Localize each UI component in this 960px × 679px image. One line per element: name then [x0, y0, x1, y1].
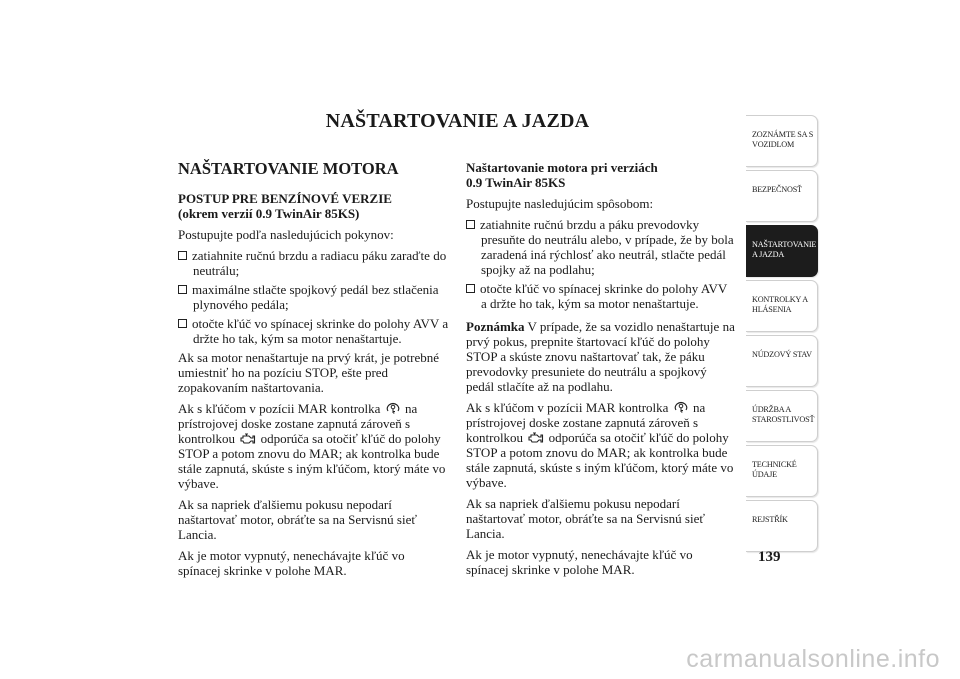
tab-technical-data[interactable]: TECHNICKÉ ÚDAJE	[746, 445, 818, 497]
intro-text: Postupujte nasledujúcim spôsobom:	[466, 196, 654, 211]
checkbox-bullet-icon	[466, 220, 475, 229]
subsection-subheading: (okrem verzií 0.9 TwinAir 85KS)	[178, 206, 360, 221]
engine-check-icon	[239, 433, 256, 445]
checkbox-bullet-icon	[178, 251, 187, 260]
section-heading: NAŠTARTOVANIE MOTORA	[178, 159, 399, 178]
tab-index[interactable]: REJSTŘÍK	[746, 500, 818, 552]
subsection-subheading: 0.9 TwinAir 85KS	[466, 175, 566, 190]
checkbox-bullet-icon	[178, 285, 187, 294]
paragraph: Ak je motor vypnutý, nenechávajte kľúč vo spínacej skrinke v polohe MAR.	[178, 548, 405, 578]
left-column	[178, 160, 450, 584]
page-number: 139	[758, 549, 781, 565]
page-title: NAŠTARTOVANIE A JAZDA	[325, 110, 590, 132]
tab-maintenance[interactable]: ÚDRŽBA A STAROSTLIVOSŤ	[746, 390, 818, 442]
paragraph: Ak sa napriek ďalšiemu pokusu nepodarí naštartovať motor, obráťte sa na Servisnú sieť Lancia.	[466, 496, 705, 541]
paragraph: Ak je motor vypnutý, nenechávajte kľúč vo spínacej skrinke v polohe MAR.	[466, 547, 693, 577]
note-paragraph: Poznámka V prípade, že sa vozidlo nenaštartuje na prvý pokus, prepnite štartovací kľúč do polohy STOP a skúste znovu naštartovať tak, že páku prevodovky presuniete do neutrálu a spojkový pedál stlačíte až na podlahu.	[466, 319, 735, 394]
watermark[interactable]: carmanualsonline.info	[686, 645, 940, 673]
checkbox-bullet-icon	[466, 284, 475, 293]
tab-vehicle-overview[interactable]: ZOZNÁMTE SA S VOZIDLOM	[746, 115, 818, 167]
paragraph: Ak sa motor nenaštartuje na prvý krát, je potrebné umiestniť ho na pozíciu STOP, ešte pred zopakovaním naštartovania.	[178, 350, 439, 395]
immobilizer-key-icon	[385, 402, 401, 415]
tab-warning-lights[interactable]: KONTROLKY A HLÁSENIA	[746, 280, 818, 332]
immobilizer-key-icon	[673, 401, 689, 414]
paragraph: Ak sa napriek ďalšiemu pokusu nepodarí naštartovať motor, obráťte sa na Servisnú sieť Lancia.	[178, 497, 417, 542]
tab-emergency[interactable]: NÚDZOVÝ STAV	[746, 335, 818, 387]
engine-check-icon	[527, 432, 544, 444]
subsection-heading: POSTUP PRE BENZÍNOVÉ VERZIE	[178, 191, 392, 206]
paragraph-warning-lights: Ak s kľúčom v pozícii MAR kontrolka na prístrojovej doske zostane zapnutá zároveň s kontrolkou odporúča sa otočiť kľúč do polohy STOP a potom znovu do MAR; ak kontrolka bude stále zapnutá, skúste s iným kľúčom, ktorý máte vo výbave.	[178, 401, 446, 491]
list-item: zatiahnite ručnú brzdu a páku prevodovky presuňte do neutrálu alebo, v prípade, že by bola zaradená iná rýchlosť ako neutrál, stlačte pedál spojky až na podlahu;	[466, 217, 736, 277]
checkbox-bullet-icon	[178, 319, 187, 328]
list-item: otočte kľúč vo spínacej skrinke do polohy AVV a držte ho tak, kým sa motor nenaštartuje.	[178, 316, 450, 346]
note-label: Poznámka	[466, 319, 525, 334]
list-item: otočte kľúč vo spínacej skrinke do polohy AVV a držte ho tak, kým sa motor nenaštartuje.	[466, 281, 736, 311]
chapter-tabs	[746, 115, 818, 555]
paragraph-warning-lights: Ak s kľúčom v pozícii MAR kontrolka na prístrojovej doske zostane zapnutá zároveň s kontrolkou odporúča sa otočiť kľúč do polohy STOP a potom znovu do MAR; ak kontrolka bude stále zapnutá, skúste s iným kľúčom, ktorý máte vo výbave.	[466, 400, 734, 490]
subsection-heading: Naštartovanie motora pri verziách	[466, 160, 658, 175]
tab-starting-driving[interactable]: NAŠTARTOVANIE A JAZDA	[746, 225, 818, 277]
tab-safety[interactable]: BEZPEČNOSŤ	[746, 170, 818, 222]
list-item: zatiahnite ručnú brzdu a radiacu páku zaraďte do neutrálu;	[178, 248, 450, 278]
list-item: maximálne stlačte spojkový pedál bez stlačenia plynového pedála;	[178, 282, 450, 312]
right-column	[466, 160, 736, 583]
intro-text: Postupujte podľa nasledujúcich pokynov:	[178, 227, 394, 242]
